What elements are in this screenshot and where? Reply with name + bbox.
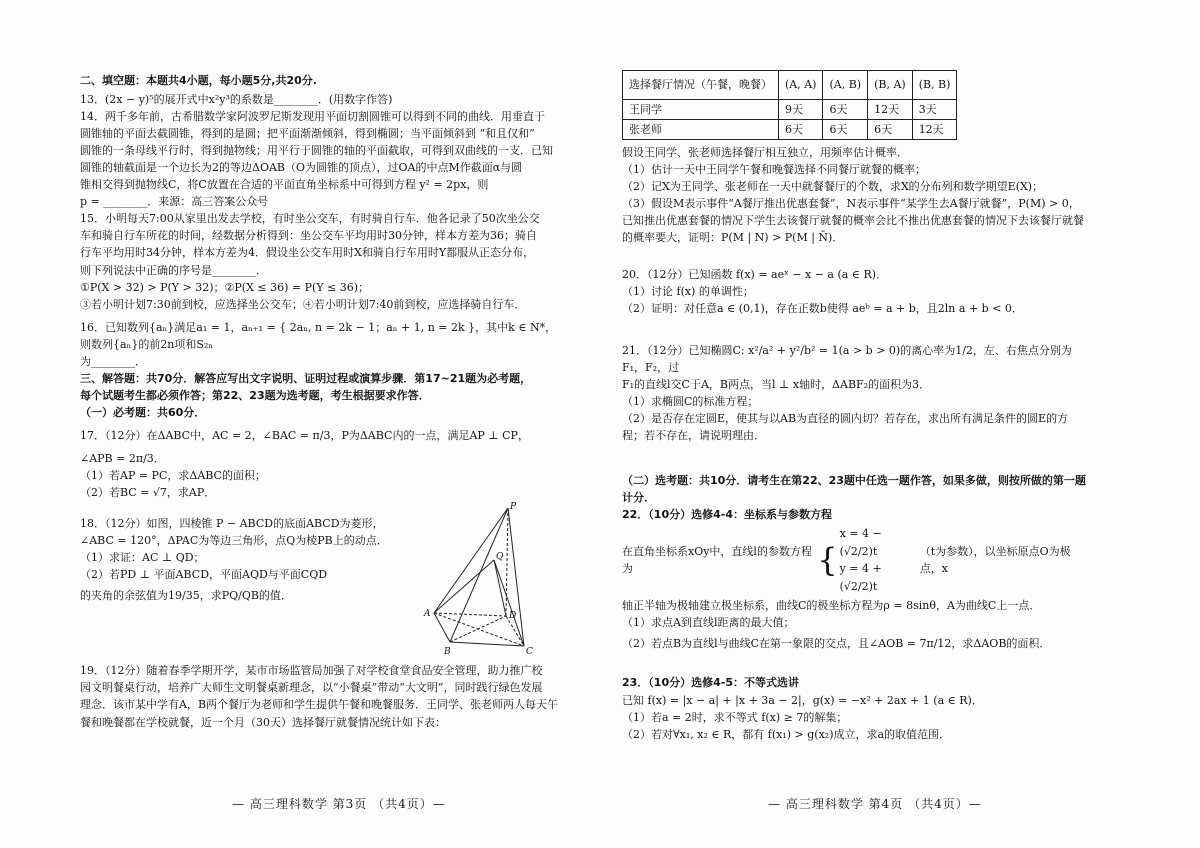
q21-line: 21．（12分）已知椭圆C: x²/a² + y²/b² = 1(a > b > 0)的离心率为1/2，左、右焦点分别为F₁，F₂，过 — [622, 343, 1072, 374]
q23-title: 23．（10分）选修4-5：不等式选讲 — [622, 676, 799, 690]
table-cell: 6天 — [823, 120, 868, 140]
dining-table — [622, 70, 957, 140]
table-cell: 6天 — [868, 120, 913, 140]
table-header-cell: (A, A) — [779, 71, 823, 100]
q19-line: 园文明餐桌行动，培养广大师生文明餐桌新理念，以“小餐桌”带动“大文明”，同时践行绿色发展 — [80, 681, 543, 695]
q21-line: 程；若不存在，请说明理由． — [622, 428, 765, 442]
table-cell: 9天 — [779, 100, 823, 120]
label-q: Q — [496, 552, 504, 562]
label-p: P — [510, 502, 517, 512]
table-header-cell: 选择餐厅情况（午餐，晚餐） — [623, 71, 779, 100]
q14-line: 圆锥轴的平面去截圆锥，得到的是圆；把平面渐渐倾斜，得到椭圆；当平面倾斜到 “和且仅和” — [80, 127, 535, 141]
q14-line: 圆锥的轴截面是一个边长为2的等边ΔOAB（O为圆锥的顶点），过OA的中点M作截面α与圆 — [80, 161, 523, 175]
q21-line: （2）是否存在定圆E，使其与以AB为直径的圆内切？若存在，求出所有满足条件的圆E的方 — [622, 411, 1069, 425]
q19b-line: （3）假设M表示事件“A餐厅推出优惠套餐”，N表示事件“某学生去A餐厅就餐”，P(M) > 0， — [622, 197, 1080, 211]
question-14 — [80, 108, 560, 210]
q18-line: （2）若PD ⊥ 平面ABCD，平面AQD与平面CQD — [80, 568, 328, 582]
question-22 — [622, 506, 1092, 653]
question-16 — [80, 319, 560, 370]
section-answer-heading — [80, 370, 560, 421]
right-page — [622, 70, 1092, 743]
question-21 — [622, 342, 1092, 444]
question-15 — [80, 210, 560, 312]
q19-line: 理念．该市某中学有A，B两个餐厅为老师和学生提供午餐和晚餐服务．王同学、张老师两人每天午 — [80, 698, 559, 712]
table-header-row — [623, 71, 957, 100]
table-cell: 张老师 — [623, 120, 779, 140]
q23-line: （1）若a = 2时，求不等式 f(x) ≥ 7的解集； — [622, 710, 848, 724]
q19b-line: 假设王同学、张老师选择餐厅相互独立，用频率估计概率． — [622, 146, 908, 160]
table-header-cell: (B, A) — [868, 71, 913, 100]
table-header-cell: (A, B) — [823, 71, 868, 100]
q22-line: 轴正半轴为极轴建立极坐标系，曲线C的极坐标方程为ρ = 8sinθ，A为曲线C上一点． — [622, 599, 1041, 613]
sec3-line: 每个试题考生都必须作答；第22、23题为选考题，考生根据要求作答． — [80, 388, 430, 402]
q22-param-y: y = 4 + (√2/2)t — [839, 562, 882, 593]
q20-line: （2）证明：对任意a ∈ (0,1)，存在正数b使得 aeᵇ = a + b，且2ln a + b < 0． — [622, 302, 1023, 316]
q17-line: 17．（12分）在ΔABC中，AC = 2，∠BAC = π/3，P为ΔABC内的一点，满足AP ⊥ CP， — [80, 428, 529, 442]
label-d: D — [509, 611, 517, 621]
question-23 — [622, 674, 1092, 742]
question-20 — [622, 266, 1092, 317]
q15-line: ①P(X > 32) > P(Y > 32)；②P(X ≤ 36) = P(Y ≤ 36)； — [80, 280, 370, 294]
label-c: C — [526, 647, 533, 657]
q22-title: 22．（10分）选修4-4：坐标系与参数方程 — [622, 507, 832, 521]
q18-line: （1）求证：AC ⊥ QD； — [80, 551, 205, 565]
q17-line: （2）若BC = √7，求AP． — [80, 486, 216, 500]
pyramid-figure — [420, 500, 540, 660]
q18-line: ∠ABC = 120°，ΔPAC为等边三角形，点Q为棱PB上的动点． — [80, 534, 388, 548]
q16-line: 16．已知数列{aₙ}满足a₁ = 1，aₙ₊₁ = { 2aₙ, n = 2k − 1；aₙ + 1, n = 2k }，其中k ∈ N*，则数列{aₙ}的前2n项和S₂ₙ — [80, 320, 557, 351]
q15-line: 则下列说法中正确的序号是________． — [80, 263, 267, 277]
table-cell: 6天 — [779, 120, 823, 140]
q22-param-x: x = 4 − (√2/2)t — [839, 526, 882, 558]
table-cell: 6天 — [823, 100, 868, 120]
q20-line: 20．（12分）已知函数 f(x) = aeˣ − x − a (a ∈ R)． — [622, 268, 888, 282]
table-cell: 3天 — [912, 100, 957, 120]
q14-line: p = ________．来源：高三答案公众号 — [80, 195, 269, 209]
section-fill-in-heading: 二、填空题：本题共4小题，每小题5分,共20分. — [80, 74, 317, 87]
section-optional-heading: （二）选考题：共10分．请考生在第22、23题中任选一题作答，如果多做，则按所做的第一题计分． — [622, 473, 1086, 504]
sec3-line: 三、解答题：共70分．解答应写出文字说明、证明过程或演算步骤．第17~21题为必考题， — [80, 371, 532, 385]
q19b-line: （2）记X为王同学、张老师在一天中就餐餐厅的个数，求X的分布列和数学期望E(X)； — [622, 180, 1044, 194]
q19b-line: 的概率要大，证明：P(M | N) > P(M | N̄)． — [622, 231, 844, 245]
q19-line: 19．（12分）随着春季学期开学，某市市场监管局加强了对学校食堂食品安全管理，助力推广校 — [80, 664, 543, 678]
brace-icon: { — [817, 541, 838, 580]
table-row — [623, 120, 957, 140]
q18-line: 18．（12分）如图，四棱锥 P − ABCD的底面ABCD为菱形， — [80, 517, 384, 531]
sec3-line: （一）必考题：共60分． — [80, 405, 206, 419]
q20-line: （1）讨论 f(x) 的单调性； — [622, 285, 754, 299]
q19b-line: （1）估计一天中王同学午餐和晚餐选择不同餐厅就餐的概率； — [622, 163, 926, 177]
footer-page-4: — 高三理科数学 第4页 （共4页）— — [768, 797, 982, 811]
label-b: B — [444, 647, 451, 657]
q14-line: 圆锥的一条母线平行时，得到抛物线；用平行于圆锥的轴的平面截取，可得到双曲线的一支．已知 — [80, 144, 553, 158]
table-cell: 12天 — [868, 100, 913, 120]
q21-line: （1）求椭圆C的标准方程； — [622, 394, 759, 408]
q19b-line: 已知推出优惠套餐的情况下学生去该餐厅就餐的概率会比不推出优惠套餐的情况下去该餐厅就餐 — [622, 214, 1084, 228]
q23-line: （2）若对∀x₁, x₂ ∈ R，都有 f(x₁) > g(x₂)成立，求a的取值范围． — [622, 727, 951, 741]
q15-line: 行车平均用时34分钟，样本方差为4．假设坐公交车用时X和骑自行车用时Y都服从正态分布， — [80, 246, 535, 260]
q22-line: （t为参数），以坐标原点O为极点，x — [919, 545, 1071, 576]
q15-line: ③若小明计划7:30前到校，应选择坐公交车；④若小明计划7:40前到校，应选择骑自行车． — [80, 297, 526, 311]
question-18 — [80, 515, 420, 604]
q21-line: F₁的直线l交C于A，B两点，当l ⊥ x轴时，ΔABF₂的面积为3． — [622, 377, 931, 391]
question-17 — [80, 427, 560, 501]
table-cell: 王同学 — [623, 100, 779, 120]
q14-line: 锥相交得到抛物线C，将C放置在合适的平面直角坐标系中可得到方程 y² = 2px，则 — [80, 178, 489, 192]
q23-line: 已知 f(x) = |x − a| + |x + 3a − 2|，g(x) = −x² + 2ax + 1 (a ∈ R)． — [622, 693, 983, 707]
table-header-cell: (B, B) — [912, 71, 957, 100]
q22-line: 在直角坐标系xOy中，直线l的参数方程为 — [622, 545, 812, 576]
q14-line: 14．两千多年前，古希腊数学家阿波罗尼斯发现用平面切割圆锥可以得到不同的曲线．用垂直于 — [80, 110, 545, 124]
q22-line: （1）求点A到直线l距离的最大值； — [622, 616, 795, 630]
table-cell: 12天 — [912, 120, 957, 140]
q17-line: ∠APB = 2π/3． — [80, 451, 165, 465]
q22-line: （2）若点B为直线l与曲线C在第一象限的交点，且∠AOB = 7π/12，求ΔAOB的面积． — [622, 637, 1051, 651]
q16-line: 为________． — [80, 354, 146, 368]
q18-line: 的夹角的余弦值为19/35，求PQ/QB的值． — [80, 589, 292, 603]
table-row — [623, 100, 957, 120]
question-19 — [80, 662, 560, 730]
q15-line: 车和骑自行车所花的时间，经数据分析得到：坐公交车平均用时30分钟，样本方差为36；骑自 — [80, 229, 537, 243]
question-19-continued — [622, 144, 1092, 246]
q19-line: 餐和晚餐都在学校就餐，近一个月（30天）选择餐厅就餐情况统计如下表： — [80, 715, 446, 729]
footer-page-3: — 高三理科数学 第3页 （共4页）— — [232, 797, 446, 811]
question-13: 13．(2x − y)⁵的展开式中x²y³的系数是________．(用数字作答) — [80, 93, 393, 107]
q17-line: （1）若AP = PC，求ΔABC的面积； — [80, 469, 266, 483]
label-a: A — [424, 609, 431, 619]
q15-line: 15．小明每天7:00从家里出发去学校，有时坐公交车，有时骑自行车．他各记录了50次坐公交 — [80, 212, 540, 226]
